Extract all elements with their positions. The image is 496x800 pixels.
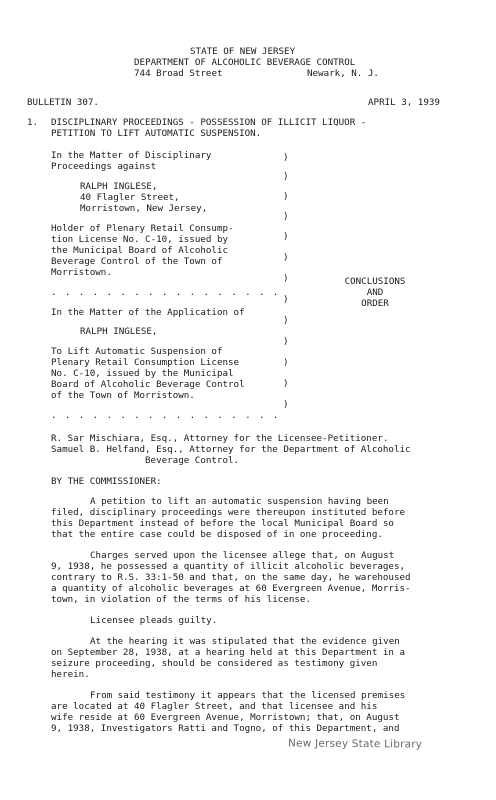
caption-bracket: ) [283, 171, 289, 182]
caption-bracket: ) [283, 211, 289, 222]
paragraph2-line5: town, in violation of the terms of his license. [51, 594, 311, 605]
caption-lift-line2: Plenary Retail Consumption License [51, 357, 240, 368]
caption-matter1-line2: Proceedings against [51, 161, 157, 172]
conclusions-label: CONCLUSIONS [344, 276, 406, 287]
order-label: ORDER [361, 298, 389, 309]
caption-lift-line5: of the Town of Morristown. [51, 390, 195, 401]
paragraph3: Licensee pleads guilty. [90, 615, 218, 626]
caption-lift-line3: No. C-10, issued by the Municipal [51, 368, 234, 379]
paragraph4-line1: At the hearing it was stipulated that the evidence given [90, 636, 400, 647]
caption-holder-line3: the Municipal Board of Alcoholic [51, 245, 229, 256]
caption-address1: 40 Flagler Street, [80, 192, 180, 203]
and-label: AND [366, 287, 384, 298]
paragraph4-line4: herein. [51, 669, 90, 680]
attorney-line1: R. Sar Mischiara, Esq., Attorney for the Licensee-Petitioner. [51, 433, 389, 444]
caption-holder-line1: Holder of Plenary Retail Consump- [51, 223, 234, 234]
attorney-line3: Beverage Control. [145, 455, 240, 466]
paragraph1-line2: filed, disciplinary proceedings were thereupon instituted before [51, 507, 406, 518]
caption-matter2-line1: In the Matter of the Application of [51, 307, 245, 318]
bulletin-date: APRIL 3, 1939 [368, 97, 440, 108]
caption-bracket: ) [283, 252, 289, 263]
attorney-line2: Samuel B. Helfand, Esq., Attorney for the Department of Alcoholic [51, 444, 411, 455]
caption-address2: Morristown, New Jersey, [80, 203, 208, 214]
caption-name2: RALPH INGLESE, [80, 326, 158, 337]
header-department: DEPARTMENT OF ALCOHOLIC BEVERAGE CONTROL [134, 57, 356, 68]
caption-holder-line4: Beverage Control of the Town of [51, 256, 223, 267]
paragraph5-line4: 9, 1938, Investigators Ratti and Togno, of this Department, and [51, 723, 400, 734]
paragraph2-line2: 9, 1938, he possessed a quantity of illicit alcoholic beverages, [51, 561, 406, 572]
caption-separator-dots: . . . . . . . . . . . . . . . . . [51, 287, 280, 298]
paragraph5-line2: are located at 40 Flagler Street, and that licensee and his [51, 701, 378, 712]
paragraph4-line3: seizure proceeding, should be considered as testimony given [51, 658, 378, 669]
caption-lift-line4: Board of Alcoholic Beverage Control [51, 379, 245, 390]
caption-bracket: ) [283, 273, 289, 284]
bulletin-number: BULLETIN 307. [27, 97, 99, 108]
caption-bracket: ) [283, 357, 289, 368]
caption-bracket: ) [283, 399, 289, 410]
paragraph2-line3: contrary to R.S. 33:1-50 and that, on the same day, he warehoused [51, 572, 411, 583]
caption-bracket: ) [283, 191, 289, 202]
caption-bracket: ) [283, 231, 289, 242]
paragraph5-line1: From said testimony it appears that the licensed premises [90, 690, 406, 701]
caption-holder-line5: Morristown. [51, 267, 112, 278]
paragraph2-line4: a quantity of alcoholic beverages at 60 Evergreen Avenue, Morris- [51, 583, 411, 594]
caption-bracket: ) [283, 294, 289, 305]
item-number: 1. [27, 117, 39, 128]
by-the-commissioner: BY THE COMMISSIONER: [51, 476, 162, 487]
caption-separator-dots-2: . . . . . . . . . . . . . . . . . [51, 410, 280, 421]
paragraph1-line3: this Department instead of before the local Municipal Board so [51, 518, 394, 529]
item-title-line2: PETITION TO LIFT AUTOMATIC SUSPENSION. [51, 128, 262, 139]
caption-bracket: ) [283, 152, 289, 163]
caption-bracket: ) [283, 378, 289, 389]
header-city: Newark, N. J. [307, 68, 379, 79]
caption-holder-line2: tion License No. C-10, issued by [51, 234, 229, 245]
caption-bracket: ) [283, 336, 289, 347]
caption-lift-line1: To Lift Automatic Suspension of [51, 346, 223, 357]
paragraph4-line2: on September 28, 1938, at a hearing held at this Department in a [51, 647, 406, 658]
caption-bracket: ) [283, 315, 289, 326]
caption-matter1-line1: In the Matter of Disciplinary [51, 150, 212, 161]
paragraph5-line3: wife reside at 60 Evergreen Avenue, Morristown; that, on August [51, 712, 400, 723]
paragraph1-line4: that the entire case could be disposed of in one proceeding. [51, 529, 383, 540]
item-title-line1: DISCIPLINARY PROCEEDINGS - POSSESSION OF ILLICIT LIQUOR - [51, 117, 367, 128]
header-address: 744 Broad Street [134, 68, 223, 79]
header-state: STATE OF NEW JERSEY [190, 46, 296, 57]
paragraph2-line1: Charges served upon the licensee allege that, on August [90, 550, 395, 561]
paragraph1-line1: A petition to lift an automatic suspension having been [90, 496, 389, 507]
caption-name: RALPH INGLESE, [80, 181, 158, 192]
library-stamp: New Jersey State Library [287, 737, 423, 751]
